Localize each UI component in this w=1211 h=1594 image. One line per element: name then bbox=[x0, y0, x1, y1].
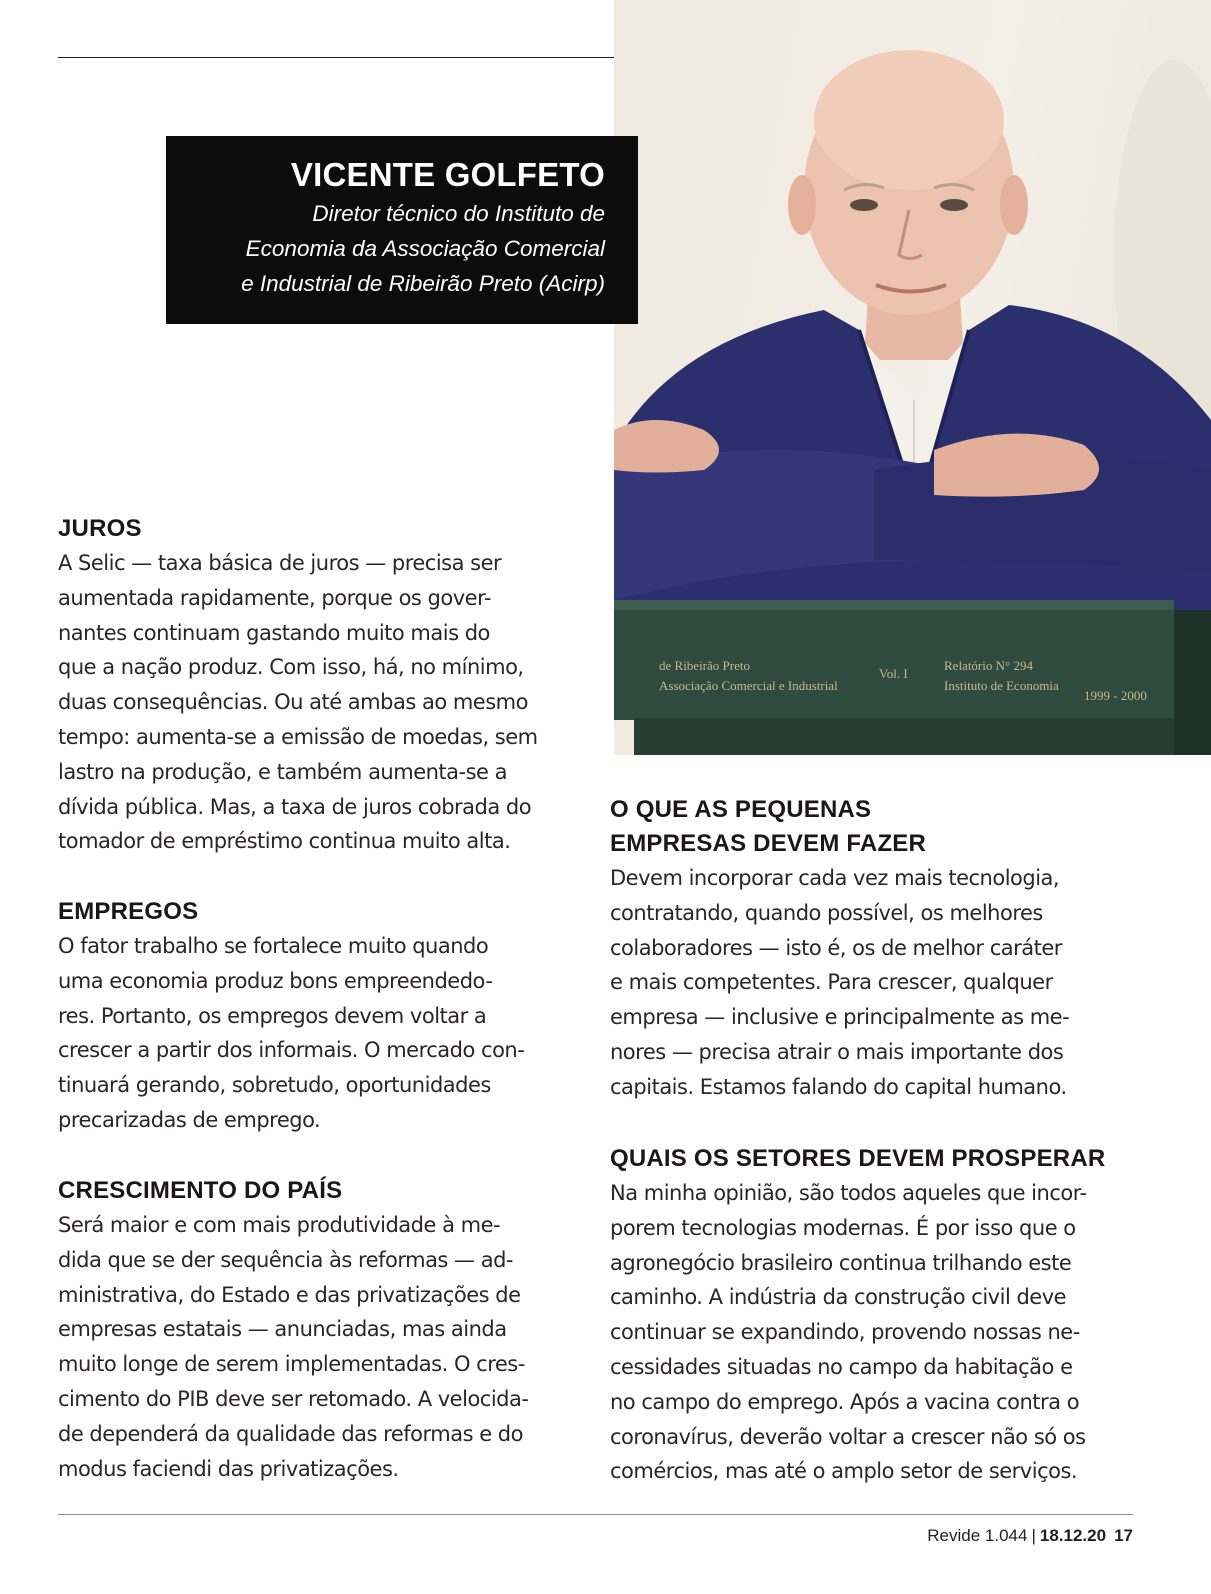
section-pequenas-empresas bbox=[610, 793, 1140, 1105]
book-label-4: Associação Comercial e Industrial bbox=[659, 678, 838, 693]
paragraph-line: agronegócio brasileiro continua trilhando este bbox=[610, 1250, 1072, 1275]
paragraph-line: lastro na produção, e também aumenta-se a bbox=[58, 759, 508, 784]
book-label-2: Relatório N° 294 bbox=[944, 658, 1033, 673]
paragraph-line: empresas estatais — anunciadas, mas ainda bbox=[58, 1317, 507, 1342]
paragraph-line: O fator trabalho se fortalece muito quando bbox=[58, 934, 489, 958]
paragraph-line: coronavírus, deverão voltar a crescer não só os bbox=[610, 1424, 1086, 1449]
person-name: VICENTE GOLFETO bbox=[290, 156, 605, 193]
paragraph-line: capitais. Estamos falando do capital humano. bbox=[610, 1074, 1067, 1099]
paragraph-line: Devem incorporar cada vez mais tecnologia, bbox=[610, 866, 1060, 890]
section-title: QUAIS OS SETORES DEVEM PROSPERAR bbox=[610, 1145, 1106, 1172]
section-title: CRESCIMENTO DO PAÍS bbox=[58, 1177, 343, 1204]
section-crescimento bbox=[58, 1174, 583, 1486]
paragraph-line: caminho. A indústria da construção civil deve bbox=[610, 1285, 1067, 1310]
paragraph-line: uma economia produz bons empreendedo- bbox=[58, 968, 493, 993]
page-number: 17 bbox=[1114, 1526, 1133, 1545]
paragraph-line: colaboradores — isto é, os de melhor caráter bbox=[610, 935, 1062, 960]
paragraph-line: contratando, quando possível, os melhores bbox=[610, 900, 1043, 925]
paragraph-line: que a nação produz. Com isso, há, no mínimo, bbox=[58, 655, 524, 680]
paragraph-line: A Selic — taxa básica de juros — precisa ser bbox=[58, 551, 502, 575]
paragraph-line: porem tecnologias modernas. É por isso que o bbox=[610, 1215, 1076, 1240]
paragraph-line: Na minha opinião, são todos aqueles que incor- bbox=[610, 1181, 1087, 1205]
paragraph-line: precarizadas de emprego. bbox=[58, 1107, 321, 1132]
paragraph-line: nantes continuam gastando muito mais do bbox=[58, 620, 490, 645]
section-title: JUROS bbox=[58, 515, 142, 542]
section-title-line-2: EMPRESAS DEVEM FAZER bbox=[610, 830, 927, 857]
section-empregos bbox=[58, 895, 583, 1138]
paragraph-line: muito longe de serem implementadas. O cres- bbox=[58, 1352, 525, 1377]
paragraph-line: crescer a partir dos informais. O mercado con- bbox=[58, 1038, 525, 1063]
paragraph-line: nores — precisa atrair o mais importante dos bbox=[610, 1039, 1064, 1064]
book-label-3: Vol. I bbox=[879, 666, 908, 681]
paragraph-line: tempo: aumenta-se a emissão de moedas, sem bbox=[58, 724, 538, 749]
paragraph-line: modus faciendi das privatizações. bbox=[58, 1456, 399, 1481]
portrait-photo bbox=[614, 0, 1211, 755]
magazine-issue: Revide 1.044 bbox=[927, 1526, 1028, 1545]
section-title-line-1: O QUE AS PEQUENAS bbox=[610, 796, 872, 823]
top-rule bbox=[58, 57, 614, 58]
paragraph-line: Será maior e com mais produtividade à me- bbox=[58, 1213, 501, 1237]
footer-separator: | bbox=[1031, 1526, 1036, 1545]
section-juros bbox=[58, 512, 583, 859]
paragraph-line: dida que se der sequência às reformas — ad- bbox=[58, 1247, 513, 1272]
paragraph-line: cessidades situadas no campo da habitação e bbox=[610, 1354, 1073, 1379]
book-label-5: de Ribeirão Preto bbox=[659, 658, 750, 673]
person-role-line-1: Diretor técnico do Instituto de bbox=[312, 201, 605, 226]
paragraph-line: de dependerá da qualidade das reformas e do bbox=[58, 1421, 523, 1446]
person-role-line-2: Economia da Associação Comercial bbox=[245, 236, 605, 261]
book-label-1: Instituto de Economia bbox=[944, 678, 1059, 693]
paragraph-line: aumentada rapidamente, porque os gover- bbox=[58, 585, 491, 610]
paragraph-line: e mais competentes. Para crescer, qualquer bbox=[610, 970, 1053, 995]
paragraph-line: tinuará gerando, sobretudo, oportunidades bbox=[58, 1073, 491, 1098]
portrait-illustration bbox=[614, 0, 1211, 755]
paragraph-line: ministrativa, do Estado e das privatizações de bbox=[58, 1282, 521, 1307]
section-title: EMPREGOS bbox=[58, 898, 199, 925]
paragraph-line: tomador de empréstimo continua muito alta. bbox=[58, 829, 511, 854]
book-years: 1999 - 2000 bbox=[1084, 688, 1147, 703]
paragraph-line: duas consequências. Ou até ambas ao mesmo bbox=[58, 690, 528, 715]
paragraph-line: comércios, mas até o amplo setor de serviços. bbox=[610, 1459, 1078, 1484]
name-caption-box bbox=[166, 136, 638, 324]
paragraph-line: dívida pública. Mas, a taxa de juros cobrada do bbox=[58, 794, 532, 819]
page-footer bbox=[927, 1526, 1133, 1546]
bottom-rule bbox=[58, 1514, 1133, 1515]
paragraph-line: empresa — inclusive e principalmente as me- bbox=[610, 1005, 1070, 1030]
paragraph-line: res. Portanto, os empregos devem voltar a bbox=[58, 1003, 487, 1028]
paragraph-line: continuar se expandindo, provendo nossas ne- bbox=[610, 1320, 1080, 1345]
issue-date: 18.12.20 bbox=[1039, 1526, 1107, 1545]
paragraph-line: no campo do emprego. Após a vacina contra o bbox=[610, 1389, 1080, 1414]
person-role-line-3: e Industrial de Ribeirão Preto (Acirp) bbox=[241, 271, 605, 296]
section-setores bbox=[610, 1142, 1140, 1489]
paragraph-line: cimento do PIB deve ser retomado. A velocida- bbox=[58, 1386, 529, 1411]
